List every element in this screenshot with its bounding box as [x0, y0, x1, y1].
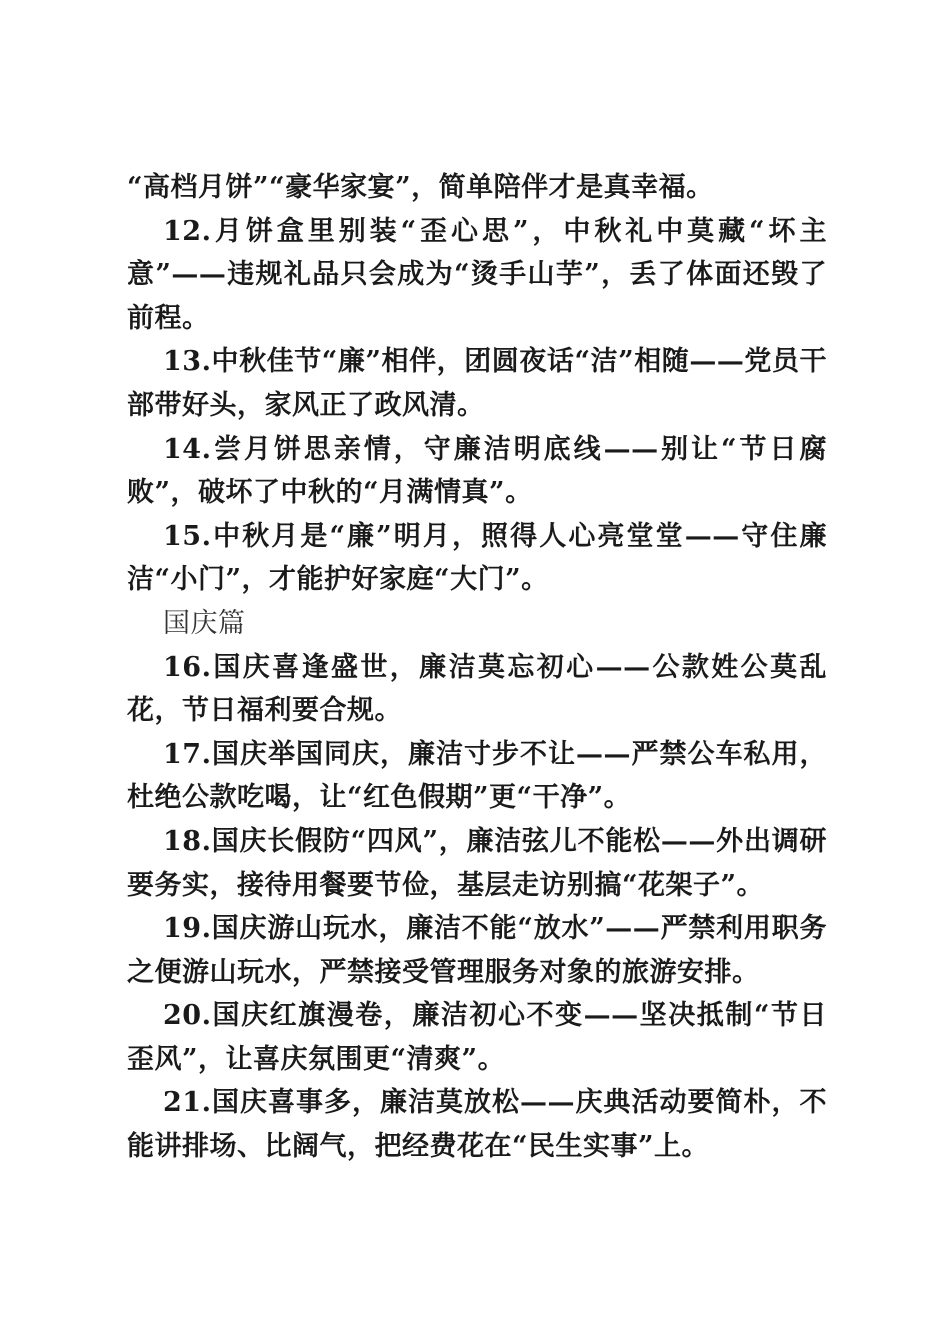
paragraph-17: 17.国庆举国同庆，廉洁寸步不让——严禁公车私用，杜绝公款吃喝，让“红色假期”更“干净”。 [127, 738, 827, 814]
document-body [127, 166, 827, 1169]
paragraph-13: 13.中秋佳节“廉”相伴，团圆夜话“洁”相随——党员干部带好头，家风正了政风清。 [127, 346, 827, 421]
paragraph-16: 16.国庆喜逢盛世，廉洁莫忘初心——公款姓公莫乱花，节日福利要合规。 [127, 651, 827, 727]
paragraph-15: 15.中秋月是“廉”明月，照得人心亮堂堂——守住廉洁“小门”，才能护好家庭“大门”。 [127, 520, 827, 596]
paragraph-20: 20.国庆红旗漫卷，廉洁初心不变——坚决抵制“节日歪风”，让喜庆氛围更“清爽”。 [127, 1000, 827, 1075]
paragraph-11-continued: “高档月饼”“豪华家宴”，简单陪伴才是真幸福。 [127, 172, 714, 203]
paragraph-21: 21.国庆喜事多，廉洁莫放松——庆典活动要简朴，不能讲排场、比阔气，把经费花在“民生实事”上。 [127, 1087, 827, 1163]
section-heading-national-day: 国庆篇 [163, 607, 246, 639]
paragraph-14: 14.尝月饼思亲情，守廉洁明底线——别让“节日腐败”，破坏了中秋的“月满情真”。 [127, 433, 827, 509]
paragraph-18: 18.国庆长假防“四风”，廉洁弦儿不能松——外出调研要务实，接待用餐要节俭，基层走访别搞“花架子”。 [127, 825, 827, 901]
paragraph-12: 12.月饼盒里别装“歪心思”，中秋礼中莫藏“坏主意”——违规礼品只会成为“烫手山芋”，丢了体面还毁了前程。 [127, 215, 827, 334]
paragraph-19: 19.国庆游山玩水，廉洁不能“放水”——严禁利用职务之便游山玩水，严禁接受管理服务对象的旅游安排。 [127, 913, 827, 988]
